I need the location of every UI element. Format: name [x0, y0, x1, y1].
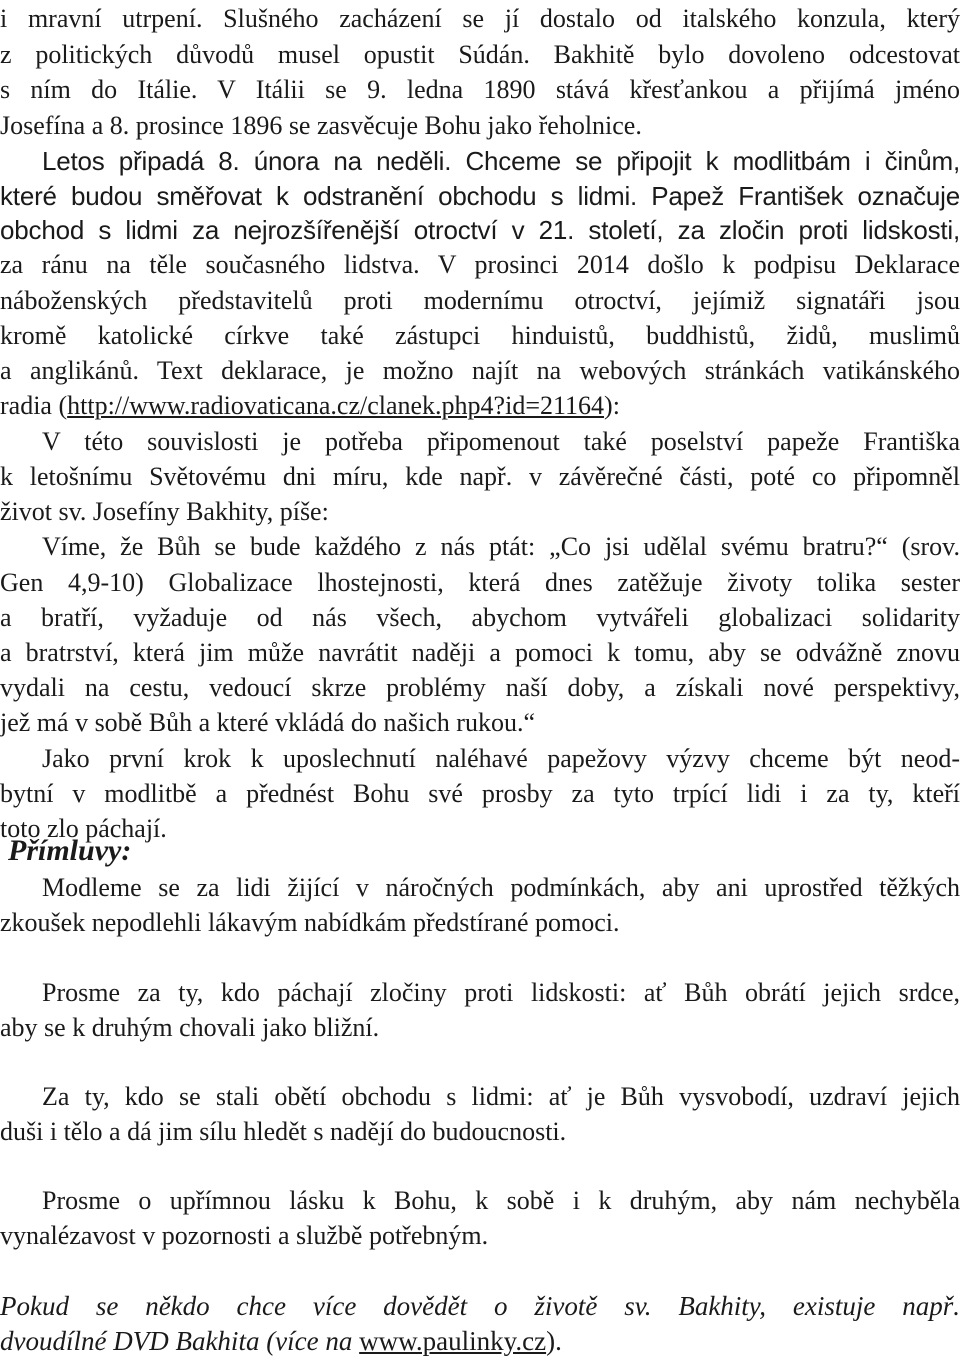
- paragraph-line: Letos připadá 8. února na neděli. Chceme se připojit k modlitbám i činům,: [42, 146, 960, 176]
- quote-line: a bratrství, která jim může navrátit naději a pomoci k tomu, aby se odvážně znovu: [0, 638, 960, 667]
- intercession-line: duši i tělo a dá jim sílu hledět s nadějí do budoucnosti.: [0, 1117, 567, 1146]
- quote-line: a bratří, vyžaduje od nás všech, abychom vytvářeli globalizaci solidarity: [0, 603, 960, 632]
- quote-line: vydali na cestu, vedoucí skrze problémy naší doby, a získali nové perspektivy,: [0, 673, 960, 702]
- intercession-line: vynalézavost v pozornosti a službě potřebným.: [0, 1221, 489, 1250]
- paragraph-line: bytní v modlitbě a přednést Bohu své prosby za tyto trpící lidi i za ty, kteří: [0, 779, 960, 808]
- footer-line: Pokud se někdo chce více dovědět o životě sv. Bakhity, existuje např.: [0, 1291, 960, 1321]
- radiovaticana-link[interactable]: http://www.radiovaticana.cz/clanek.php4?id=21164: [67, 391, 605, 420]
- footer-prefix: dvoudílné DVD Bakhita (více na: [0, 1326, 360, 1356]
- section-heading: Přímluvy:: [8, 834, 132, 867]
- quote-line: jež má v sobě Bůh a které vkládá do našich rukou.“: [0, 708, 535, 737]
- paragraph-line: Jako první krok k uposlechnutí naléhavé papežovy výzvy chceme být neod-: [42, 744, 960, 773]
- intercession-line: aby se k druhým chovali jako bližní.: [0, 1013, 380, 1042]
- footer-line-with-link: [0, 1324, 960, 1358]
- intercession-line: Modleme se za lidi žijící v náročných podmínkách, aby ani uprostřed těžkých: [42, 873, 960, 902]
- paragraph-line: V této souvislosti je potřeba připomenout také poselství papeže Františka: [42, 427, 960, 456]
- quote-line: Víme, že Bůh se bude každého z nás ptát: „Co jsi udělal svému bratru?“ (srov.: [42, 532, 960, 561]
- paragraph-line: kromě katolické církve také zástupci hinduistů, buddhistů, židů, muslimů: [0, 321, 960, 350]
- paragraph-line: které budou směřovat k odstranění obchodu s lidmi. Papež František označuje: [0, 181, 960, 211]
- paragraph-line: život sv. Josefíny Bakhity, píše:: [0, 497, 329, 526]
- paragraph-line: obchod s lidmi za nejrozšířenější otroctví v 21. století, za zločin proti lidskosti,: [0, 215, 960, 245]
- radio-suffix: ):: [604, 391, 620, 420]
- paulinky-link[interactable]: www.paulinky.cz: [359, 1326, 547, 1356]
- paragraph-line: k letošnímu Světovému dni míru, kde např. v závěrečné části, poté co připomněl: [0, 462, 960, 491]
- paragraph-line: s ním do Itálie. V Itálii se 9. ledna 1890 stává křesťankou a přijímá jméno: [0, 75, 960, 104]
- paragraph-line: za ránu na těle současného lidstva. V prosinci 2014 došlo k podpisu Deklarace: [0, 250, 960, 279]
- paragraph-line: Josefína a 8. prosince 1896 se zasvěcuje Bohu jako řeholnice.: [0, 111, 642, 140]
- paragraph-line: a anglikánů. Text deklarace, je možno najít na webových stránkách vatikánského: [0, 356, 960, 385]
- paragraph-line-with-link: [0, 389, 960, 423]
- paragraph-line: náboženských představitelů proti modernímu otroctví, jejímiž signatáři jsou: [0, 286, 960, 315]
- intercession-line: Prosme o upřímnou lásku k Bohu, k sobě i k druhým, aby nám nechyběla: [42, 1186, 960, 1215]
- footer-suffix: ).: [546, 1326, 562, 1356]
- radio-prefix: radia (: [0, 391, 68, 420]
- intercession-line: zkoušek nepodlehli lákavým nabídkám předstírané pomoci.: [0, 908, 620, 937]
- quote-line: Gen 4,9-10) Globalizace lhostejnosti, která dnes zatěžuje životy tolika sester: [0, 568, 960, 597]
- paragraph-line: toto zlo páchají.: [0, 814, 167, 843]
- intercession-line: Za ty, kdo se stali obětí obchodu s lidmi: ať je Bůh vysvobodí, uzdraví jejich: [42, 1082, 960, 1111]
- intercession-line: Prosme za ty, kdo páchají zločiny proti lidskosti: ať Bůh obrátí jejich srdce,: [42, 978, 960, 1007]
- paragraph-line: z politických důvodů musel opustit Súdán. Bakhitě bylo dovoleno odcestovat: [0, 40, 960, 69]
- paragraph-line: i mravní utrpení. Slušného zacházení se jí dostalo od italského konzula, který: [0, 4, 960, 33]
